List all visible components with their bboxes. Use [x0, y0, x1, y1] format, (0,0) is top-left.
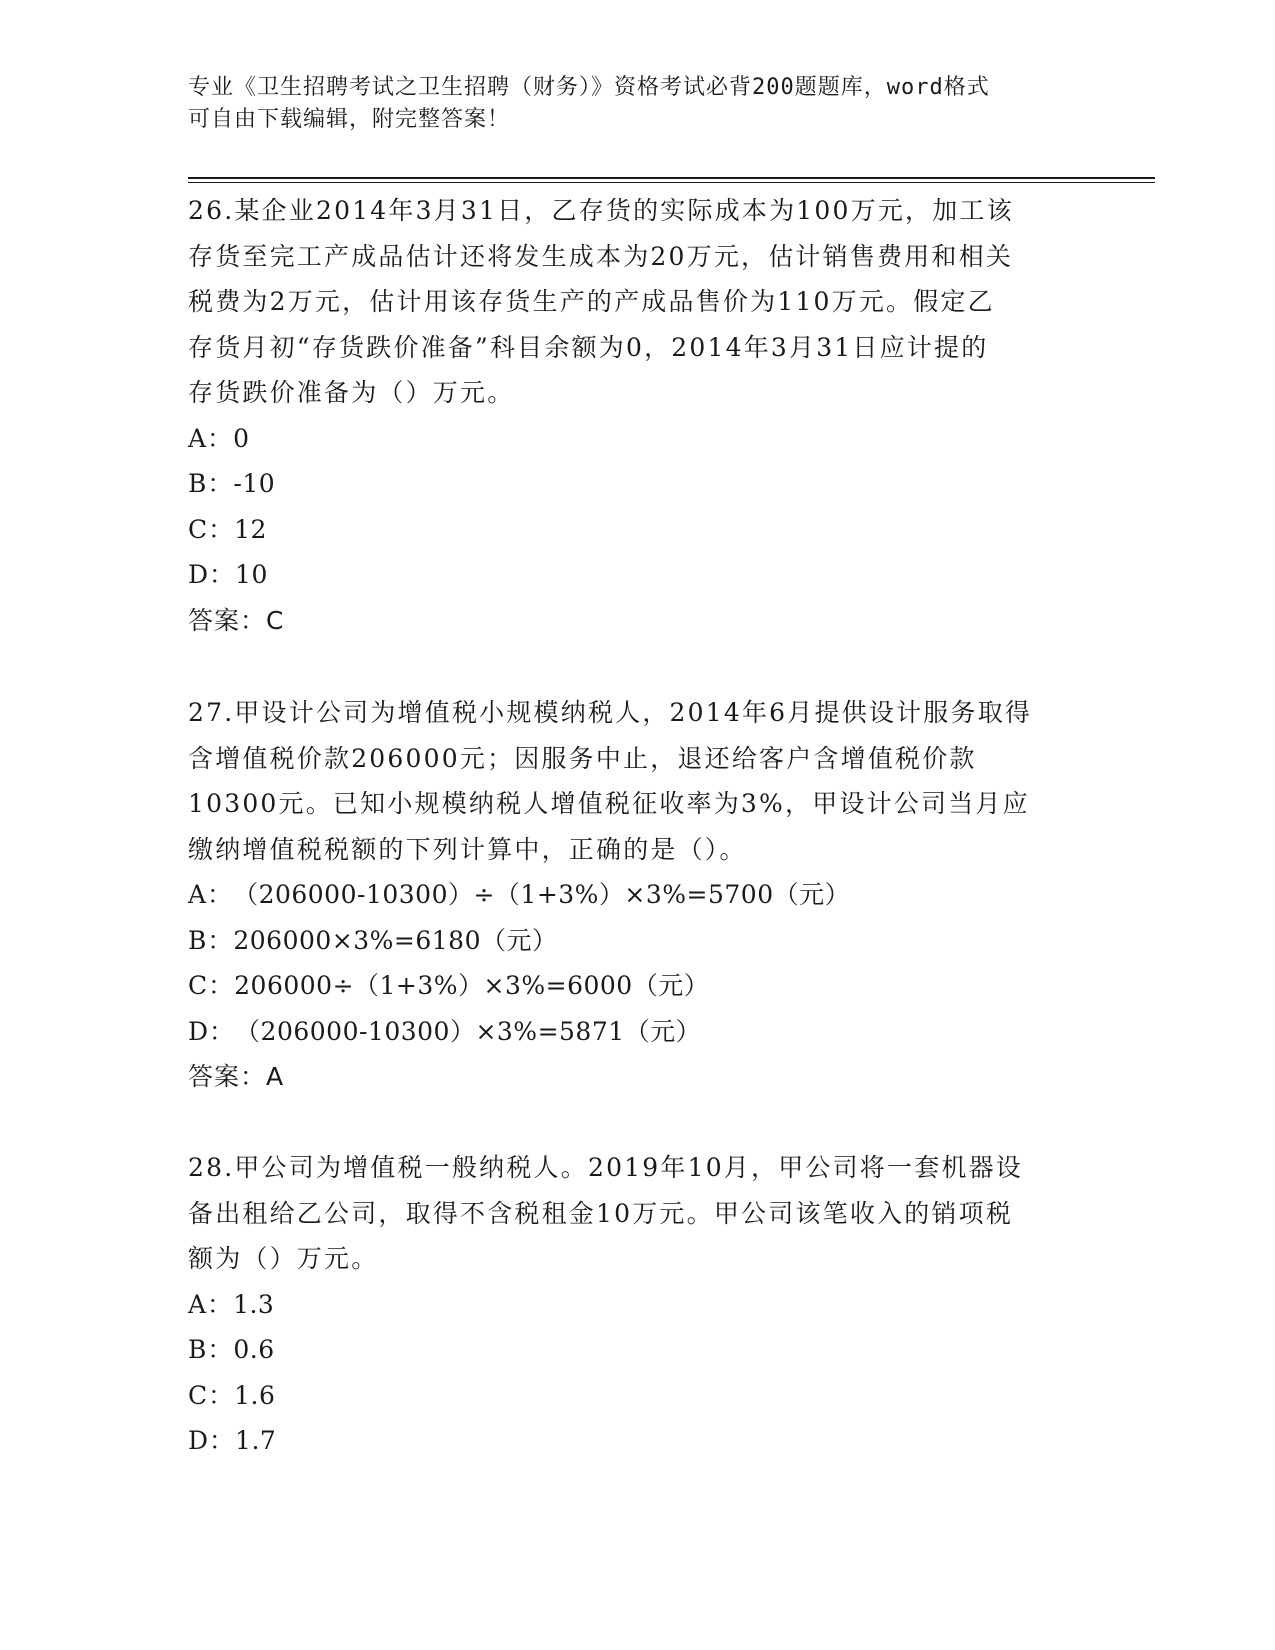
stem-line: 含增值税价款206000元；因服务中止，退还给客户含增值税价款: [188, 743, 977, 773]
answer-label: 答案：C: [188, 605, 285, 635]
option-c: [188, 963, 1088, 1009]
option-text: 12: [234, 514, 267, 544]
stem-line: 存货跌价准备为（）万元。: [188, 378, 515, 407]
option-a: [188, 1282, 1088, 1328]
stem-line: 缴纳增值税税额的下列计算中，正确的是（）。: [188, 834, 747, 864]
stem-line: 备出租给乙公司，取得不含税租金10万元。甲公司该笔收入的销项税: [188, 1198, 1014, 1228]
option-letter: D：: [188, 560, 236, 589]
option-a: [188, 416, 1088, 462]
question-stem: [188, 1145, 1088, 1282]
option-text: 10: [235, 560, 268, 589]
option-b: [188, 918, 1088, 964]
option-letter: B：: [188, 1335, 234, 1364]
option-letter: B：: [188, 469, 234, 498]
option-text: 0.6: [233, 1335, 275, 1364]
stem-line: 存货至完工产成品估计还将发生成本为20万元，估计销售费用和相关: [188, 241, 1014, 271]
option-letter: A：: [188, 1289, 234, 1319]
option-text: 0: [233, 423, 250, 453]
question-stem: [188, 690, 1088, 872]
question-26: [188, 188, 1088, 643]
option-letter: C：: [188, 514, 235, 544]
question-stem: [188, 188, 1088, 416]
stem-line: 额为（）万元。: [188, 1244, 379, 1273]
header-title-line-1: 专业《卫生招聘考试之卫生招聘（财务）》资格考试必背200题题库，word格式: [188, 75, 990, 100]
option-text: 1.7: [235, 1426, 277, 1455]
option-letter: D：: [188, 1016, 236, 1046]
option-b: [188, 1327, 1088, 1373]
stem-line: 28.甲公司为增值税一般纳税人。2019年10月，甲公司将一套机器设: [188, 1153, 1023, 1182]
option-letter: A：: [188, 423, 234, 453]
option-letter: A：: [188, 880, 234, 909]
option-letter: C：: [188, 1380, 235, 1410]
header-title-line-2: 可自由下载编辑，附完整答案！: [188, 107, 511, 132]
option-text: 1.3: [233, 1289, 275, 1319]
option-text: （206000-10300）÷（1+3%）×3%=5700（元）: [233, 880, 851, 909]
option-letter: B：: [188, 925, 234, 955]
option-letter: C：: [188, 971, 235, 1000]
stem-line: 26.某企业2014年3月31日，乙存货的实际成本为100万元，加工该: [188, 196, 1014, 225]
option-text: 206000×3%=6180（元）: [233, 925, 558, 955]
question-28: [188, 1145, 1088, 1464]
option-text: 206000÷（1+3%）×3%=6000（元）: [234, 971, 710, 1000]
option-d: [188, 552, 1088, 598]
option-text: 1.6: [234, 1380, 276, 1410]
option-c: [188, 1373, 1088, 1419]
header-divider-thick: [188, 177, 1155, 179]
stem-line: 10300元。已知小规模纳税人增值税征收率为3%，甲设计公司当月应: [188, 789, 1030, 818]
option-d: [188, 1009, 1088, 1055]
option-c: [188, 507, 1088, 553]
option-text: （206000-10300）×3%=5871（元）: [235, 1016, 702, 1046]
document-header: [188, 72, 1088, 136]
option-b: [188, 461, 1088, 507]
stem-line: 存货月初“存货跌价准备”科目余额为0，2014年3月31日应计提的: [188, 332, 989, 362]
option-a: [188, 872, 1088, 918]
option-letter: D：: [188, 1426, 236, 1455]
option-text: -10: [233, 469, 276, 498]
answer-label: 答案：A: [188, 1062, 285, 1091]
stem-line: 税费为2万元，估计用该存货生产的产成品售价为110万元。假定乙: [188, 287, 995, 316]
stem-line: 27.甲设计公司为增值税小规模纳税人，2014年6月提供设计服务取得: [188, 698, 1033, 727]
question-27: [188, 690, 1088, 1100]
header-divider-thin: [188, 182, 1155, 183]
option-d: [188, 1418, 1088, 1464]
